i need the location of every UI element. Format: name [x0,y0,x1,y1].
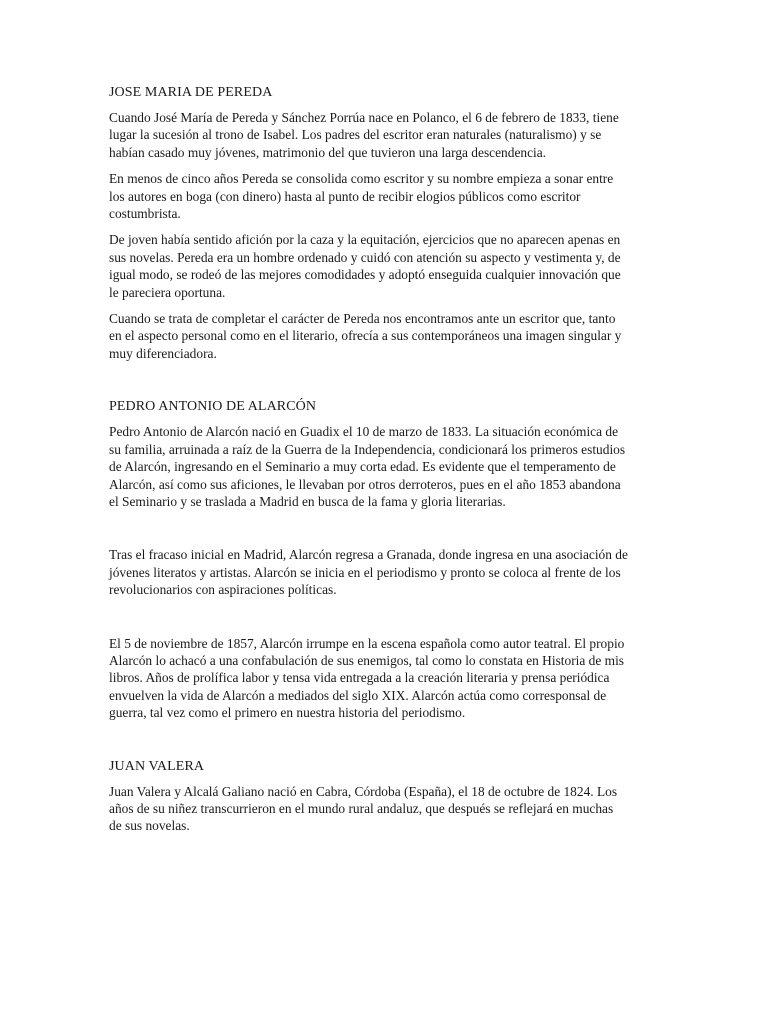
paragraph-pereda-2: En menos de cinco años Pereda se consolida como escritor y su nombre empieza a sonar entre los autores en boga (con dinero) hasta al punto de recibir elogios públicos como escritor costumbrista. [109,171,614,222]
paragraph-valera-1: Juan Valera y Alcalá Galiano nació en Cabra, Córdoba (España), el 18 de octubre de 1824. Los años de su niñez transcurrieron en el mundo rural andaluz, que después se reflejará en muchas de sus novelas. [109,783,618,834]
section-heading-pereda: JOSE MARIA DE PEREDA [109,85,273,100]
section-heading-alarcon: PEDRO ANTONIO DE ALARCÓN [109,399,317,415]
section-heading-valera: JUAN VALERA [109,758,205,774]
paragraph-alarcon-3: El 5 de noviembre de 1857, Alarcón irrumpe en la escena española como autor teatral. El propio Alarcón lo achacó a una confabulación de sus enemigos, tal como lo constata en Historia de mis libros. Años de prolífica labor y tensa vida entregada a la creación literaria y prensa periódica envuelven la vida de Alarcón a mediados del siglo XIX. Alarcón actúa como corresponsal de guerra, tal vez como el primero en nuestra historia del periodismo. [109,635,625,721]
paragraph-pereda-1: Cuando José María de Pereda y Sánchez Porrúa nace en Polanco, el 6 de febrero de 1833, tiene lugar la sucesión al trono de Isabel. Los padres del escritor eran naturales (naturalismo) y se habían casado muy jóvenes, matrimonio del que tuvieron una larga descendencia. [109,110,619,160]
paragraph-alarcon-1: Pedro Antonio de Alarcón nació en Guadix el 10 de marzo de 1833. La situación económica de su familia, arruinada a raíz de la Guerra de la Independencia, condicionará los primeros estudios de Alarcón, ingresando en el Seminario a muy corta edad. Es evidente que el temperamento de Alarcón, así como sus aficiones, le llevaban por otros derroteros, pues en el año 1853 abandona el Seminario y se traslada a Madrid en busca de la fama y gloria literarias. [109,424,626,509]
paragraph-pereda-3: De joven había sentido afición por la caza y la equitación, ejercicios que no aparecen apenas en sus novelas. Pereda era un hombre ordenado y cuidó con atención su aspecto y vestimenta y, de igual modo, se rodeó de las mejores comodidades y adoptó enseguida cualquier innovación que le pareciera oportuna. [109,232,621,300]
paragraph-alarcon-2: Tras el fracaso inicial en Madrid, Alarcón regresa a Granada, donde ingresa en una asociación de jóvenes literatos y artistas. Alarcón se inicia en el periodismo y pronto se coloca al frente de los revolucionarios con aspiraciones políticas. [109,547,628,598]
document-page [109,84,629,835]
paragraph-pereda-4: Cuando se trata de completar el carácter de Pereda nos encontramos ante un escritor que, tanto en el aspecto personal como en el literario, ofrecía a sus contemporáneos una imagen singular y muy diferenciadora. [109,311,622,361]
